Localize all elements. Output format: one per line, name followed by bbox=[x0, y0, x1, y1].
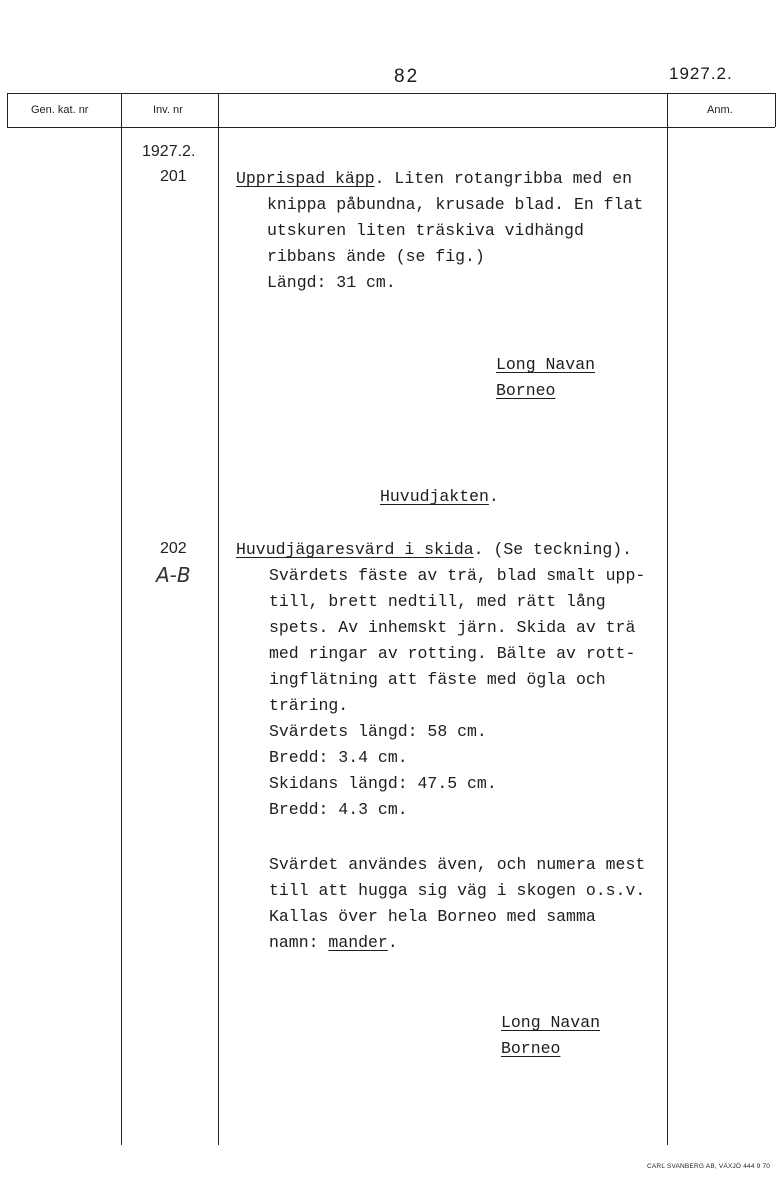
column-header-gen-kat-nr: Gen. kat. nr bbox=[31, 104, 89, 116]
entry-202-desc-line: med ringar av rotting. Bälte av rott- bbox=[269, 644, 636, 663]
column-divider-3 bbox=[667, 93, 668, 1145]
inventory-number-202: 202 bbox=[160, 540, 187, 557]
entry-201-length: Längd: 31 cm. bbox=[267, 273, 396, 292]
entry-202-desc-line: ingflätning att fäste med ögla och bbox=[269, 670, 606, 689]
entry-201-desc-line: utskuren liten träskiva vidhängd bbox=[267, 221, 584, 240]
section-heading-dot: . bbox=[488, 487, 499, 506]
entry-202-name-line bbox=[269, 930, 398, 956]
entry-202-title: Huvudjägaresvärd i skida bbox=[236, 540, 474, 559]
page-number: 82 bbox=[394, 66, 420, 87]
inventory-number-201: 201 bbox=[160, 168, 187, 185]
handwritten-suffix: A-B bbox=[156, 563, 191, 587]
entry-201-title-line bbox=[236, 166, 632, 192]
entry-202-usage-line: Kallas över hela Borneo med samma bbox=[269, 907, 596, 926]
column-divider-2 bbox=[218, 93, 219, 1145]
entry-202-title-line bbox=[236, 537, 632, 563]
entry-202-desc-line: Svärdets fäste av trä, blad smalt upp- bbox=[269, 566, 646, 585]
entry-202-region: Borneo bbox=[501, 1039, 561, 1058]
section-heading-text: Huvudjakten bbox=[380, 487, 489, 506]
entry-201-region: Borneo bbox=[496, 381, 556, 400]
entry-201-locality: Long Navan bbox=[496, 355, 596, 374]
entry-201-desc-line: ribbans ände (se fig.) bbox=[267, 247, 485, 266]
entry-202-measure: Bredd: 3.4 cm. bbox=[269, 748, 408, 767]
entry-202-desc-line: spets. Av inhemskt järn. Skida av trä bbox=[269, 618, 636, 637]
column-divider-1 bbox=[121, 93, 122, 1145]
entry-202-local-name: mander bbox=[328, 933, 388, 952]
accession-corner: 1927.2. bbox=[669, 64, 733, 83]
section-heading bbox=[380, 484, 499, 510]
entry-202-usage-line: Svärdet användes även, och numera mest bbox=[269, 855, 646, 874]
header-rule bbox=[7, 127, 775, 128]
entry-202-measure: Skidans längd: 47.5 cm. bbox=[269, 774, 497, 793]
column-header-anm: Anm. bbox=[707, 104, 733, 116]
entry-201-title: Upprispad käpp bbox=[236, 169, 375, 188]
printer-mark: CARL SVANBERG AB, VÄXJÖ 444 9 70 bbox=[647, 1163, 771, 1170]
accession-number: 1927.2. bbox=[142, 143, 196, 160]
entry-202-name-prefix: namn: bbox=[269, 933, 329, 952]
entry-202-name-suffix: . bbox=[387, 933, 398, 952]
entry-201-desc-line: knippa påbundna, krusade blad. En flat bbox=[267, 195, 644, 214]
right-edge-line bbox=[775, 93, 776, 127]
entry-201-desc-start: . Liten rotangribba med en bbox=[374, 169, 633, 188]
entry-202-desc-start: . (Se teckning). bbox=[473, 540, 633, 559]
column-header-inv-nr: Inv. nr bbox=[153, 104, 183, 116]
entry-202-measure: Svärdets längd: 58 cm. bbox=[269, 722, 487, 741]
entry-202-desc-line: till, brett nedtill, med rätt lång bbox=[269, 592, 606, 611]
entry-202-measure: Bredd: 4.3 cm. bbox=[269, 800, 408, 819]
left-edge-line bbox=[7, 93, 8, 127]
entry-202-usage-line: till att hugga sig väg i skogen o.s.v. bbox=[269, 881, 646, 900]
top-rule bbox=[7, 93, 775, 94]
entry-202-desc-line: träring. bbox=[269, 696, 349, 715]
entry-202-locality: Long Navan bbox=[501, 1013, 601, 1032]
